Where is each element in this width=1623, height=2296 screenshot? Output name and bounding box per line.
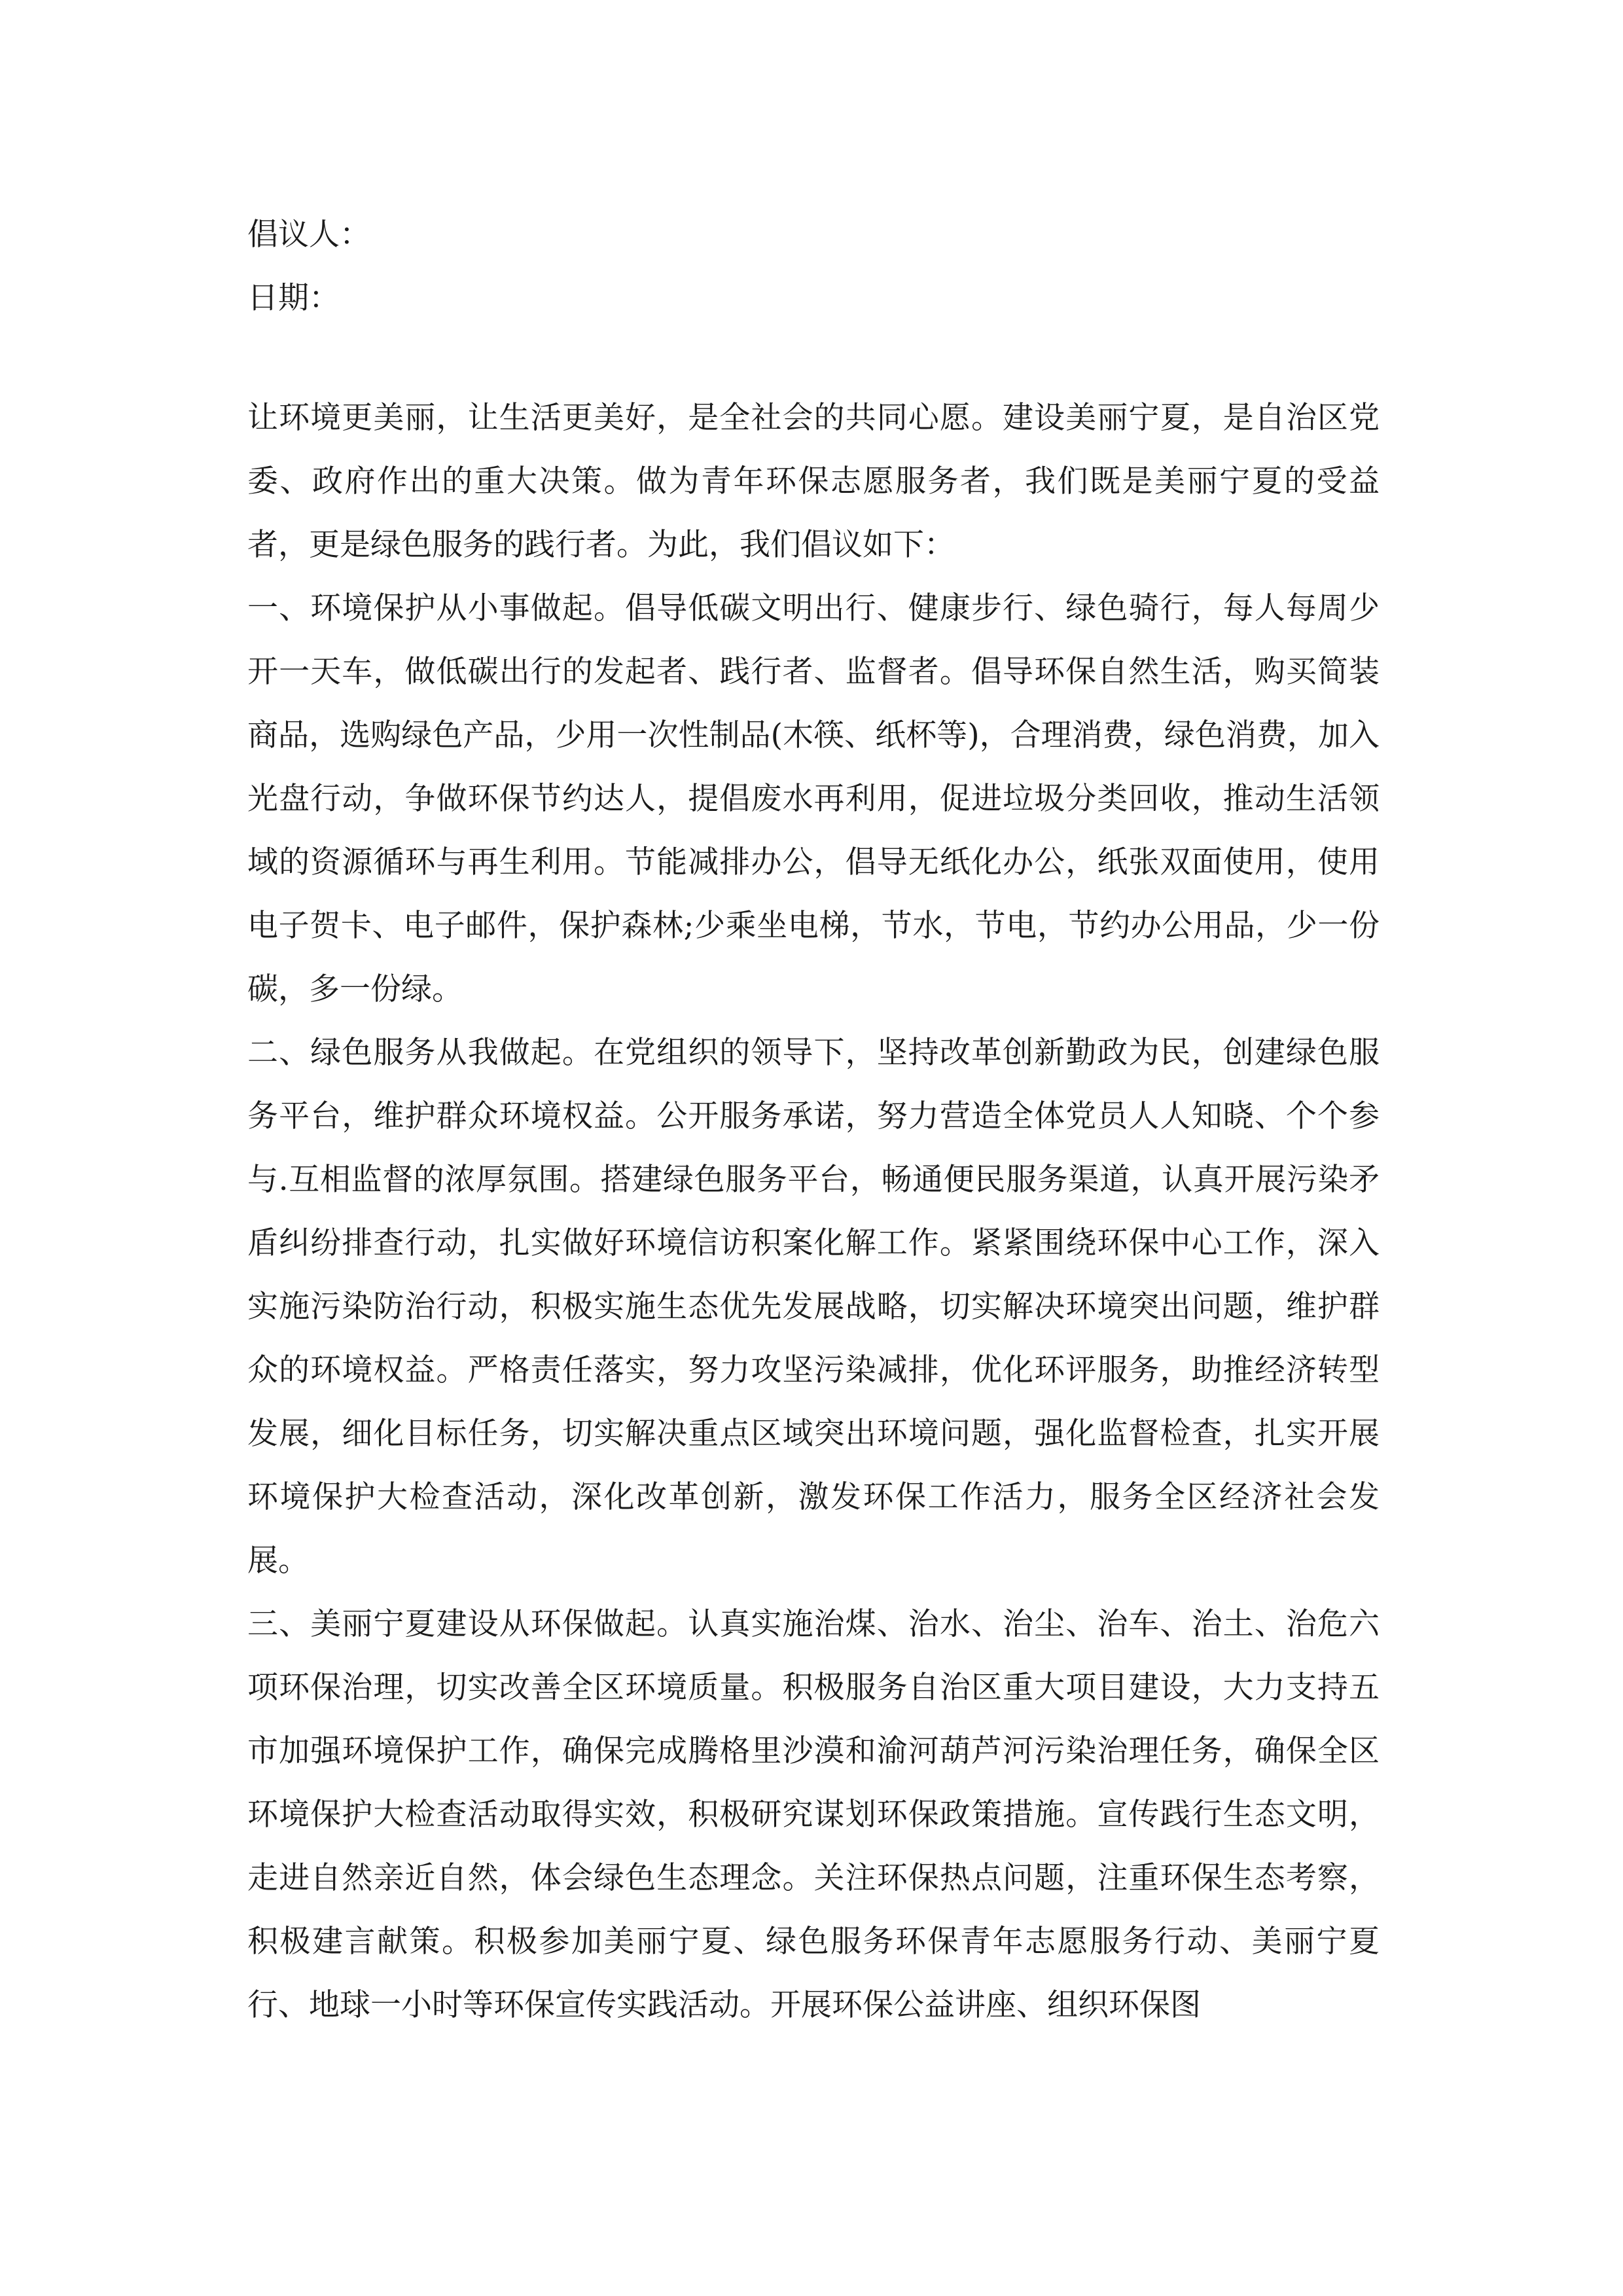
signature-block [247,203,1380,330]
item-3-paragraph: 三、美丽宁夏建设从环保做起。认真实施治煤、治水、治尘、治车、治土、治危六项环保治理，切实改善全区环境质量。积极服务自治区重大项目建设，大力支持五市加强环境保护工作，确保完成腾格里沙漠和渝河葫芦河污染治理任务，确保全区环境保护大检查活动取得实效，积极研究谋划环保政策措施。宣传践行生态文明，走进自然亲近自然，体会绿色生态理念。关注环保热点问题，注重环保生态考察，积极建言献策。积极参加美丽宁夏、绿色服务环保青年志愿服务行动、美丽宁夏行、地球一小时等环保宣传实践活动。开展环保公益讲座、组织环保图 [247,1606,1380,2023]
item-1-paragraph: 一、环境保护从小事做起。倡导低碳文明出行、健康步行、绿色骑行，每人每周少开一天车，做低碳出行的发起者、践行者、监督者。倡导环保自然生活，购买简装商品，选购绿色产品，少用一次性制品(木筷、纸杯等)，合理消费，绿色消费，加入光盘行动，争做环保节约达人，提倡废水再利用，促进垃圾分类回收，推动生活领域的资源循环与再生利用。节能减排办公，倡导无纸化办公，纸张双面使用，使用电子贺卡、电子邮件，保护森林;少乘坐电梯，节水，节电，节约办公用品，少一份碳，多一份绿。 [247,590,1380,1007]
proposal-body [247,386,1380,2037]
initiator-label: 倡议人： [247,217,370,253]
intro-paragraph: 让环境更美丽，让生活更美好，是全社会的共同心愿。建设美丽宁夏，是自治区党委、政府作出的重大决策。做为青年环保志愿服务者，我们既是美丽宁夏的受益者，更是绿色服务的践行者。为此，我们倡议如下： [247,400,1380,563]
date-label: 日期： [247,280,340,316]
item-2-paragraph: 二、绿色服务从我做起。在党组织的领导下，坚持改革创新勤政为民，创建绿色服务平台，维护群众环境权益。公开服务承诺，努力营造全体党员人人知晓、个个参与.互相监督的浓厚氛围。搭建绿色服务平台，畅通便民服务渠道，认真开展污染矛盾纠纷排查行动，扎实做好环境信访积案化解工作。紧紧围绕环保中心工作，深入实施污染防治行动，积极实施生态优先发展战略，切实解决环境突出问题，维护群众的环境权益。严格责任落实，努力攻坚污染减排，优化环评服务，助推经济转型发展，细化目标任务，切实解决重点区域突出环境问题，强化监督检查，扎实开展环境保护大检查活动，深化改革创新，激发环保工作活力，服务全区经济社会发展。 [247,1035,1380,1579]
